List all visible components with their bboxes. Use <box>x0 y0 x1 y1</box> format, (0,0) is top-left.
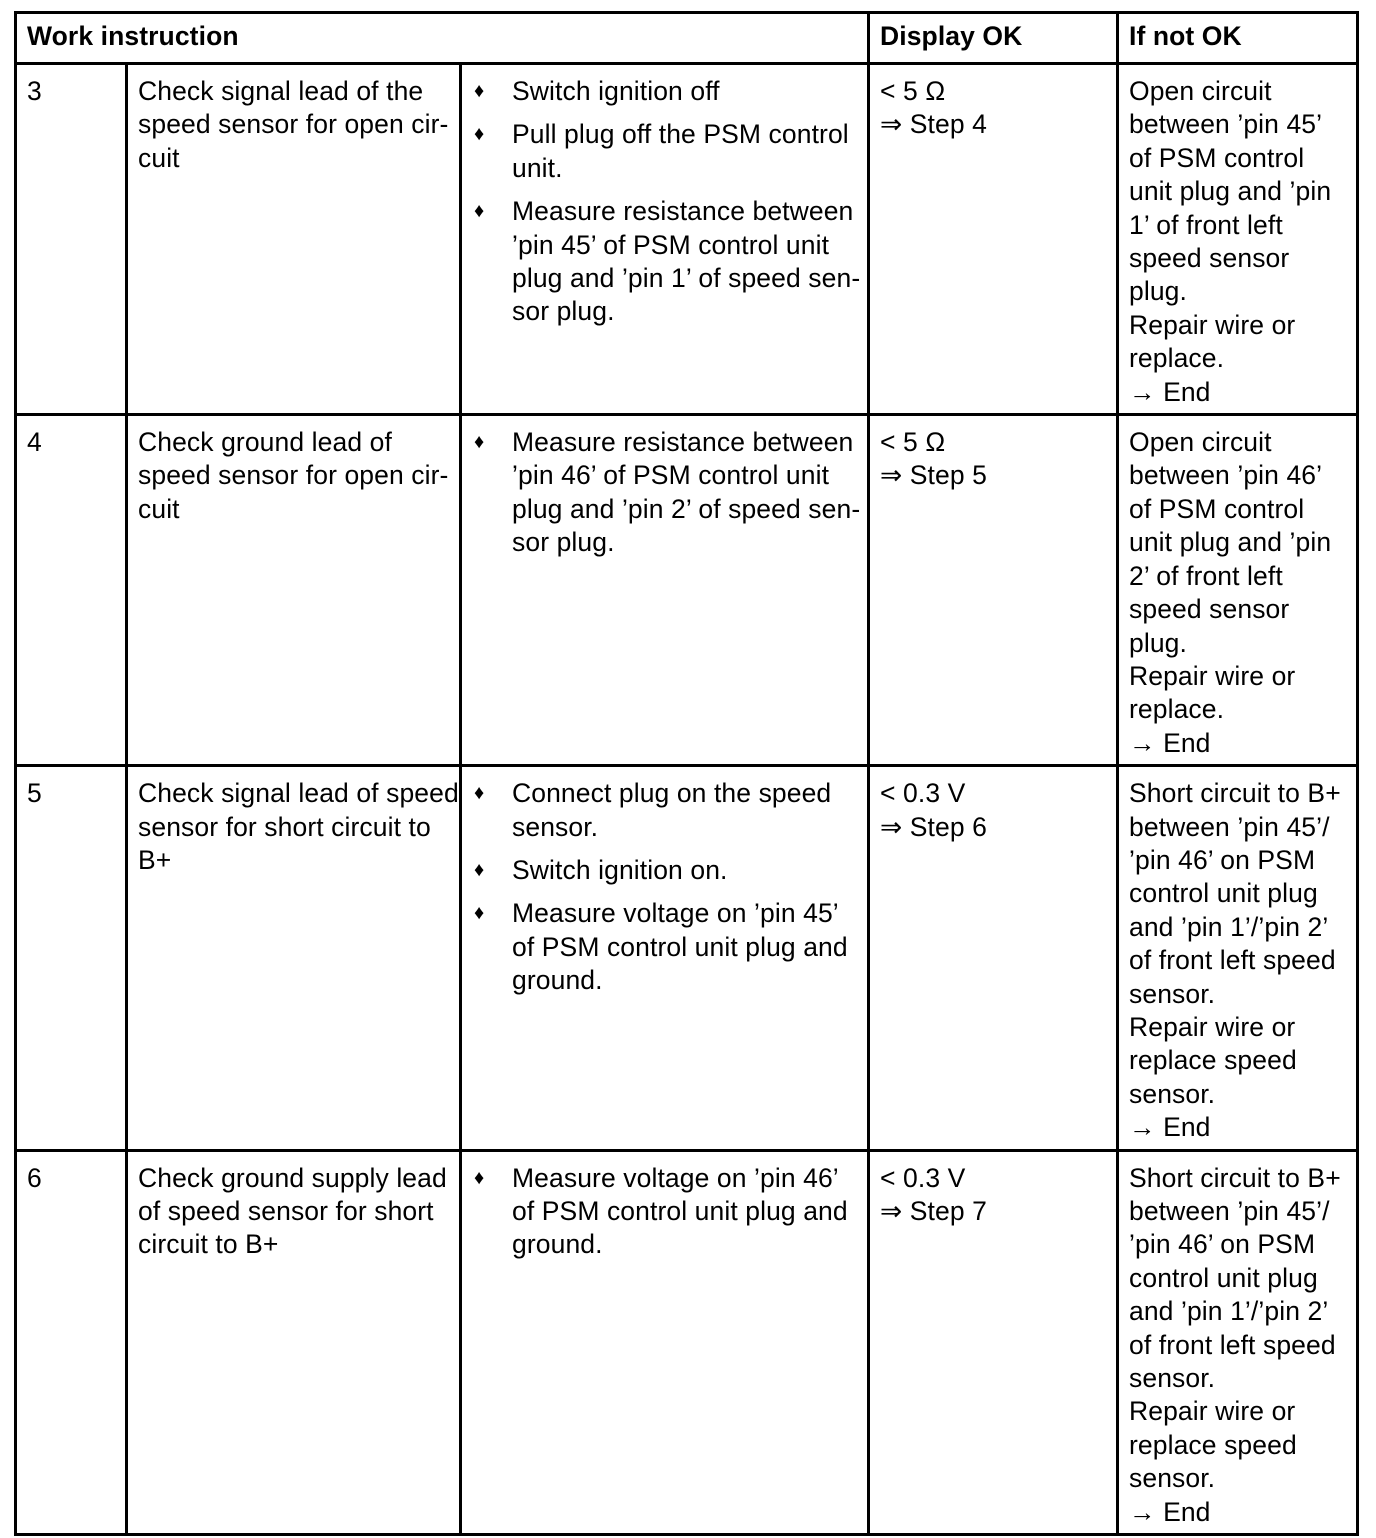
remedy-line: replace. <box>1129 343 1225 374</box>
table-row <box>16 64 1358 415</box>
remedy-line: sensor. <box>1129 1363 1216 1394</box>
remedy-line: Open circuit <box>1129 427 1272 458</box>
remedy-line: between ’pin 46’ <box>1129 460 1323 491</box>
check-line: Check ground lead of <box>138 427 392 458</box>
remedy-line: of front left speed <box>1129 945 1336 976</box>
remedy-line: plug. <box>1129 276 1187 307</box>
remedy-line: of PSM control <box>1129 142 1305 173</box>
step-label: 6 <box>27 1162 42 1193</box>
instruction-line: ’pin 45’ of PSM control unit <box>512 229 830 260</box>
display-ok-line: < 0.3 V <box>880 1162 966 1193</box>
remedy-line: Short circuit to B+ <box>1129 1162 1341 1193</box>
display-ok-line: ⇒ Step 5 <box>880 460 987 491</box>
remedy-line: ’pin 46’ on PSM <box>1129 844 1316 875</box>
step-label: 4 <box>27 427 42 458</box>
if-not-ok-remedy <box>1118 415 1358 766</box>
step-label: 5 <box>27 778 42 809</box>
display-ok-line: ⇒ Step 6 <box>880 811 987 842</box>
instruction-line: Measure resistance between <box>512 427 854 458</box>
check-description <box>127 415 461 766</box>
instruction-line: sor plug. <box>512 527 615 558</box>
header-work-instruction: Work instruction <box>16 13 869 64</box>
table-row <box>16 1150 1358 1534</box>
check-line: speed sensor for open cir- <box>138 109 449 140</box>
instruction-line: of PSM control unit plug and <box>512 1196 848 1226</box>
remedy-line: control unit plug <box>1129 1262 1318 1293</box>
check-description <box>127 766 461 1150</box>
instruction-line: Connect plug on the speed <box>512 778 832 809</box>
list-item <box>472 195 861 329</box>
table-row <box>16 766 1358 1150</box>
remedy-line: Repair wire or <box>1129 309 1296 340</box>
instruction-list <box>461 415 869 766</box>
remedy-line: sensor. <box>1129 1078 1216 1109</box>
instruction-line: Switch ignition on. <box>512 854 728 885</box>
remedy-line: of PSM control <box>1129 493 1305 524</box>
step-number <box>16 766 127 1150</box>
list-item <box>472 777 857 844</box>
remedy-line: sensor. <box>1129 1463 1216 1494</box>
list-item <box>472 1162 857 1262</box>
remedy-line: plug. <box>1129 627 1187 658</box>
check-line: cuit <box>138 142 180 173</box>
remedy-line: replace. <box>1129 694 1225 725</box>
display-ok-value <box>869 766 1118 1150</box>
remedy-line: between ’pin 45’/ <box>1129 1196 1330 1226</box>
remedy-line: speed sensor <box>1129 594 1290 625</box>
instruction-line: sensor. <box>512 811 599 842</box>
diamond-bullet-icon: ♦ <box>474 123 485 146</box>
remedy-line: between ’pin 45’/ <box>1129 811 1330 842</box>
remedy-line: Short circuit to B+ <box>1129 778 1341 809</box>
table-row <box>16 415 1358 766</box>
diamond-bullet-icon: ♦ <box>474 902 485 925</box>
remedy-line: → End <box>1129 727 1211 758</box>
header-display-ok: Display OK <box>869 13 1118 64</box>
check-line: Check ground supply lead <box>138 1162 447 1193</box>
display-ok-value <box>869 415 1118 766</box>
remedy-line: ’pin 46’ on PSM <box>1129 1229 1316 1260</box>
step-label: 3 <box>27 76 42 106</box>
check-line: Check signal lead of speed <box>138 778 459 809</box>
instruction-list <box>461 766 869 1150</box>
instruction-line: sor plug. <box>512 296 615 327</box>
bullet-list <box>472 426 861 560</box>
diamond-bullet-icon: ♦ <box>474 782 485 805</box>
bullet-list <box>472 777 857 997</box>
step-number <box>16 1150 127 1534</box>
bullet-list <box>472 75 861 329</box>
instruction-line: ground. <box>512 965 603 996</box>
check-line: of speed sensor for short <box>138 1196 434 1226</box>
check-line: circuit to B+ <box>138 1229 279 1260</box>
list-item <box>472 118 857 185</box>
check-description <box>127 1150 461 1534</box>
remedy-line: → End <box>1129 1496 1211 1527</box>
instruction-list <box>461 64 869 415</box>
instruction-line: plug and ’pin 2’ of speed sen- <box>512 493 861 524</box>
remedy-line: and ’pin 1’/’pin 2’ <box>1129 1296 1329 1327</box>
step-number <box>16 415 127 766</box>
check-line: speed sensor for open cir- <box>138 460 449 491</box>
if-not-ok-remedy <box>1118 64 1358 415</box>
if-not-ok-remedy <box>1118 766 1358 1150</box>
remedy-line: and ’pin 1’/’pin 2’ <box>1129 911 1329 942</box>
remedy-line: Repair wire or <box>1129 1396 1296 1427</box>
step-number <box>16 64 127 415</box>
header-if-not-ok: If not OK <box>1118 13 1358 64</box>
display-ok-line: < 0.3 V <box>880 778 966 809</box>
instruction-list <box>461 1150 869 1534</box>
instruction-line: Switch ignition off <box>512 76 720 106</box>
remedy-line: 1’ of front left <box>1129 209 1283 240</box>
diamond-bullet-icon: ♦ <box>474 431 485 454</box>
instruction-line: Measure resistance between <box>512 196 854 227</box>
diamond-bullet-icon: ♦ <box>474 200 485 223</box>
list-item <box>472 426 861 560</box>
display-ok-line: ⇒ Step 4 <box>880 109 987 140</box>
check-line: cuit <box>138 493 180 524</box>
display-ok-value <box>869 64 1118 415</box>
check-line: sensor for short circuit to <box>138 811 431 842</box>
check-description <box>127 64 461 415</box>
check-line: Check signal lead of the <box>138 76 424 106</box>
list-item <box>472 897 857 997</box>
diamond-bullet-icon: ♦ <box>474 80 485 102</box>
bullet-list <box>472 1162 857 1262</box>
check-line: B+ <box>138 844 172 875</box>
if-not-ok-remedy <box>1118 1150 1358 1534</box>
remedy-line: replace speed <box>1129 1429 1297 1460</box>
remedy-line: speed sensor <box>1129 243 1290 274</box>
instruction-line: of PSM control unit plug and <box>512 931 848 962</box>
remedy-line: between ’pin 45’ <box>1129 109 1323 140</box>
instruction-line: Pull plug off the PSM control <box>512 119 849 150</box>
remedy-line: control unit plug <box>1129 878 1318 909</box>
header-row <box>16 13 1358 64</box>
remedy-line: unit plug and ’pin <box>1129 176 1332 207</box>
instruction-line: unit. <box>512 152 563 183</box>
instruction-line: ’pin 46’ of PSM control unit <box>512 460 830 491</box>
instruction-line: ground. <box>512 1229 603 1260</box>
diamond-bullet-icon: ♦ <box>474 858 485 881</box>
work-instruction-table <box>14 11 1359 1536</box>
list-item <box>472 854 857 887</box>
instruction-line: Measure voltage on ’pin 45’ <box>512 898 839 929</box>
display-ok-line: < 5 Ω <box>880 76 946 106</box>
display-ok-line: ⇒ Step 7 <box>880 1196 987 1226</box>
remedy-line: 2’ of front left <box>1129 560 1283 591</box>
remedy-line: → End <box>1129 376 1211 407</box>
display-ok-line: < 5 Ω <box>880 427 946 458</box>
remedy-line: Open circuit <box>1129 76 1272 106</box>
remedy-line: replace speed <box>1129 1045 1297 1076</box>
remedy-line: of front left speed <box>1129 1329 1336 1360</box>
instruction-line: plug and ’pin 1’ of speed sen- <box>512 263 861 294</box>
remedy-line: Repair wire or <box>1129 660 1296 691</box>
instruction-line: Measure voltage on ’pin 46’ <box>512 1162 839 1193</box>
list-item <box>472 75 857 108</box>
diamond-bullet-icon: ♦ <box>474 1166 485 1189</box>
remedy-line: sensor. <box>1129 978 1216 1009</box>
remedy-line: → End <box>1129 1112 1211 1143</box>
remedy-line: Repair wire or <box>1129 1011 1296 1042</box>
display-ok-value <box>869 1150 1118 1534</box>
remedy-line: unit plug and ’pin <box>1129 527 1332 558</box>
